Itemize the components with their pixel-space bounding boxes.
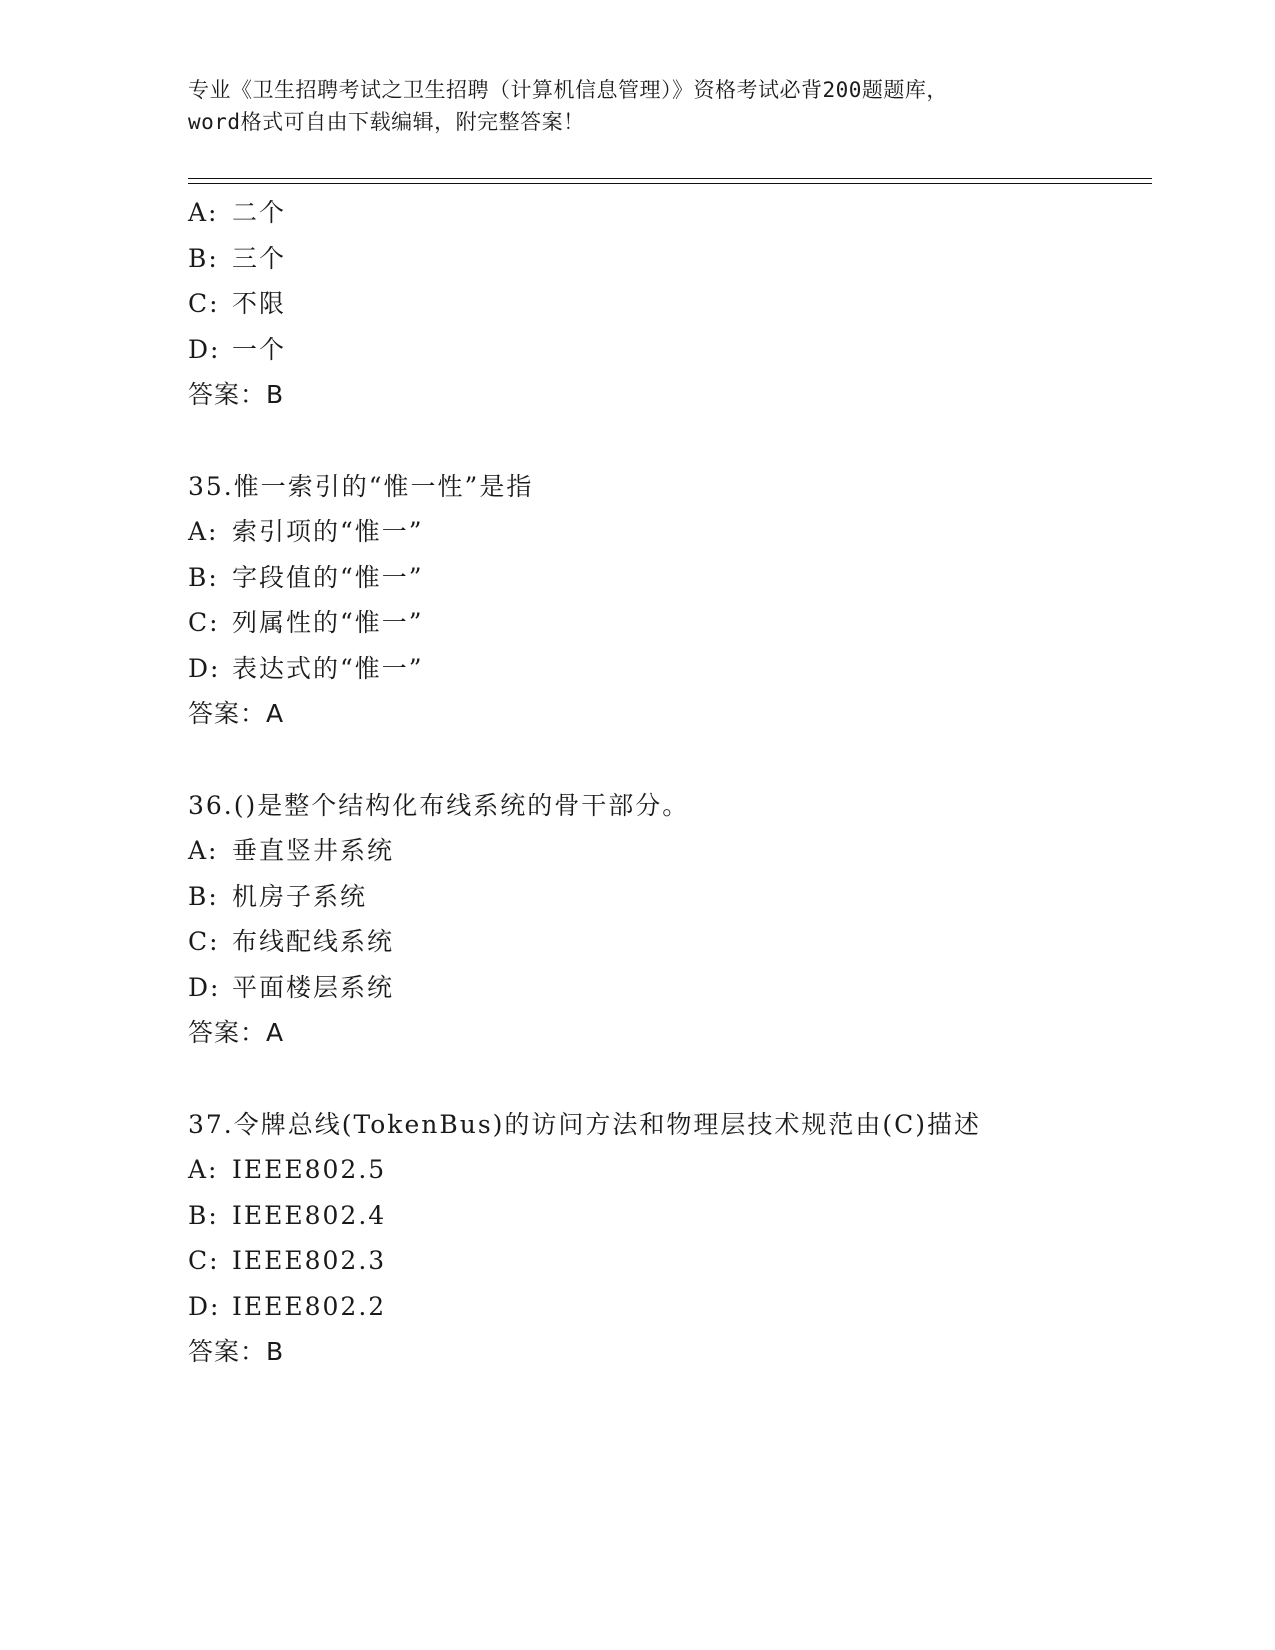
option-label: B: (188, 562, 219, 592)
option-row (188, 965, 1148, 1011)
answer-line: 答案：B (188, 1337, 285, 1366)
header-line-2: word格式可自由下载编辑，附完整答案！ (188, 110, 585, 134)
answer-line: 答案：B (188, 380, 285, 409)
option-text: IEEE802.4 (232, 1200, 387, 1230)
option-text: IEEE802.5 (232, 1155, 387, 1184)
option-label: D: (188, 972, 221, 1002)
option-text: IEEE802.2 (232, 1291, 387, 1321)
option-text: 不限 (232, 289, 287, 318)
block-spacer (188, 1056, 1148, 1102)
option-row (188, 509, 1148, 555)
option-text: 布线配线系统 (232, 927, 395, 956)
option-label: C: (188, 1246, 220, 1275)
question-block-36 (188, 783, 1148, 1056)
option-text: 索引项的“惟一” (232, 517, 424, 546)
question-block-35 (188, 464, 1148, 737)
option-text: 垂直竖井系统 (232, 836, 395, 865)
option-row (188, 1147, 1148, 1193)
option-text: 一个 (232, 334, 287, 364)
option-text: 三个 (232, 243, 287, 273)
question-text: 35.惟一索引的“惟一性”是指 (188, 471, 534, 501)
option-text: 平面楼层系统 (232, 972, 395, 1002)
header-divider-bottom (188, 183, 1152, 184)
option-row (188, 327, 1148, 373)
option-label: B: (188, 881, 219, 911)
option-label: A: (188, 1155, 219, 1184)
question-list (188, 190, 1148, 1375)
question-block-37 (188, 1102, 1148, 1375)
option-label: A: (188, 517, 219, 546)
option-row (188, 555, 1148, 601)
option-label: A: (188, 836, 219, 865)
option-label: C: (188, 608, 220, 637)
option-row (188, 919, 1148, 965)
question-text: 36.()是整个结构化布线系统的骨干部分。 (188, 790, 690, 820)
option-row (188, 236, 1148, 282)
option-text: 字段值的“惟一” (232, 562, 424, 592)
option-text: 表达式的“惟一” (232, 653, 424, 683)
option-row (188, 874, 1148, 920)
question-block-34 (188, 190, 1148, 418)
answer-line: 答案：A (188, 699, 285, 728)
option-text: 列属性的“惟一” (232, 608, 424, 637)
option-row (188, 828, 1148, 874)
option-row (188, 1284, 1148, 1330)
option-row (188, 600, 1148, 646)
document-header (188, 74, 1088, 138)
answer-line: 答案：A (188, 1018, 285, 1047)
option-row (188, 1193, 1148, 1239)
option-label: D: (188, 334, 221, 364)
option-label: A: (188, 198, 219, 227)
option-text: 机房子系统 (232, 881, 368, 911)
option-label: C: (188, 289, 220, 318)
option-label: B: (188, 243, 219, 273)
option-label: D: (188, 1291, 221, 1321)
option-row (188, 646, 1148, 692)
option-label: C: (188, 927, 220, 956)
question-text: 37.令牌总线(TokenBus)的访问方法和物理层技术规范由(C)描述 (188, 1109, 982, 1139)
option-row (188, 190, 1148, 236)
option-label: D: (188, 653, 221, 683)
option-text: IEEE802.3 (232, 1246, 387, 1275)
block-spacer (188, 418, 1148, 464)
header-divider-top (188, 178, 1152, 179)
option-label: B: (188, 1200, 219, 1230)
header-line-1: 专业《卫生招聘考试之卫生招聘（计算机信息管理）》资格考试必背200题题库， (188, 78, 948, 102)
option-text: 二个 (232, 198, 287, 227)
option-row (188, 1238, 1148, 1284)
option-row (188, 281, 1148, 327)
block-spacer (188, 737, 1148, 783)
